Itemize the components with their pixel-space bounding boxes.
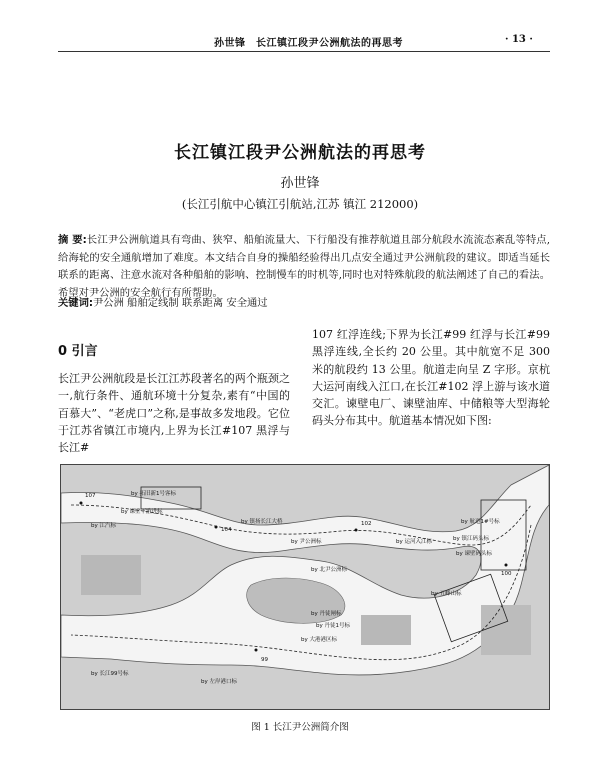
buoy-marker [505, 564, 508, 567]
map-label: by 五峰山标 [431, 591, 462, 597]
abstract [58, 232, 550, 302]
buoy-label: 100 [501, 571, 512, 577]
map-label: by 大港港区标 [301, 637, 337, 643]
figure-map [60, 464, 550, 710]
keywords [58, 294, 550, 309]
map-label: by 拓旧新1号客标 [131, 491, 176, 497]
keywords-text: 尹公洲 船舶定线制 联系距离 安全通过 [93, 297, 268, 309]
town-block [81, 555, 141, 595]
article-affiliation: (长江引航中心镇江引航站,江苏 镇江 212000) [181, 197, 419, 211]
buoy-marker [80, 502, 83, 505]
running-header-author: 孙世锋 [214, 38, 246, 49]
article-author: 孙世锋 [280, 176, 320, 191]
keywords-label: 关键词: [58, 297, 94, 309]
buoy-label: 104 [221, 527, 232, 533]
map-label: by 尹公洲标 [291, 539, 322, 545]
buoy-marker [215, 526, 218, 529]
article-title: 长江镇江段尹公洲航法的再思考 [174, 143, 426, 163]
buoy-label: 99 [261, 657, 268, 663]
buoy-label: 102 [361, 521, 372, 527]
map-label: by 谏壁码头标 [456, 551, 492, 557]
map-label: by 北尹公洲标 [311, 567, 347, 573]
map-label: by 左岸港口标 [201, 679, 237, 685]
map-label: by 运河入江标 [396, 539, 432, 545]
map-label: by 镇扬长江大桥 [241, 519, 283, 525]
abstract-text: 长江尹公洲航道具有弯曲、狭窄、船舶流量大、下行船没有推荐航道且部分航段水流流态紊乱等特点,给海轮的安全通航增加了难度。本文结合自身的操船经验得出几点安全通过尹公洲航段的建议。即适当延长联系的距离、注意水流对各种船舶的影响、控制慢车的时机等,同时也对特殊航段的航法阐述了自己的看法。希望对尹公洲的安全航行有所帮助。 [58, 234, 550, 299]
town-block [481, 605, 531, 655]
running-header-title: 长江镇江段尹公洲航法的再思考 [256, 38, 403, 49]
map-label: by 镇江码头标 [453, 536, 489, 542]
map-label: by 丹徒闸标 [311, 611, 342, 617]
map-label: by 江汽标 [91, 523, 116, 529]
abstract-label: 摘 要: [58, 234, 87, 246]
figure-caption: 图 1 长江尹公洲简介图 [251, 722, 349, 733]
river-map-svg [61, 465, 549, 709]
map-label: by 航道1#号标 [461, 519, 500, 525]
body-right-column: 107 红浮连线;下界为长江#99 红浮与长江#99 黑浮连线,全长约 20 公里。其中航宽不足 300 米的航段约 13 公里。航道走向呈 Z 字形。京杭大运河南线入江口,在长江#102 浮上游与该水道交汇。谏壁电厂、谏壁油库、中储粮等大型海轮码头分布其中。航道基本情况如下图: [312, 328, 550, 428]
header-rule [58, 51, 550, 52]
section-heading: 0 引言 [58, 344, 98, 359]
buoy-marker [255, 649, 258, 652]
map-label: by 丹徒1号标 [316, 623, 350, 629]
town-block [361, 615, 411, 645]
buoy-marker [355, 529, 358, 532]
buoy-label: 107 [85, 493, 96, 499]
page-number: · 13 · [505, 34, 533, 45]
map-label: by 长江99号标 [91, 671, 129, 677]
map-label: by 谏壁下游进标 [121, 509, 163, 515]
body-left-column: 长江尹公洲航段是长江江苏段著名的两个瓶颈之一,航行条件、通航环境十分复杂,素有“中国的百慕大”、“老虎口”之称,是事故多发地段。它位于江苏省镇江市境内,上界为长江#107 黑浮与长江# [58, 372, 290, 455]
